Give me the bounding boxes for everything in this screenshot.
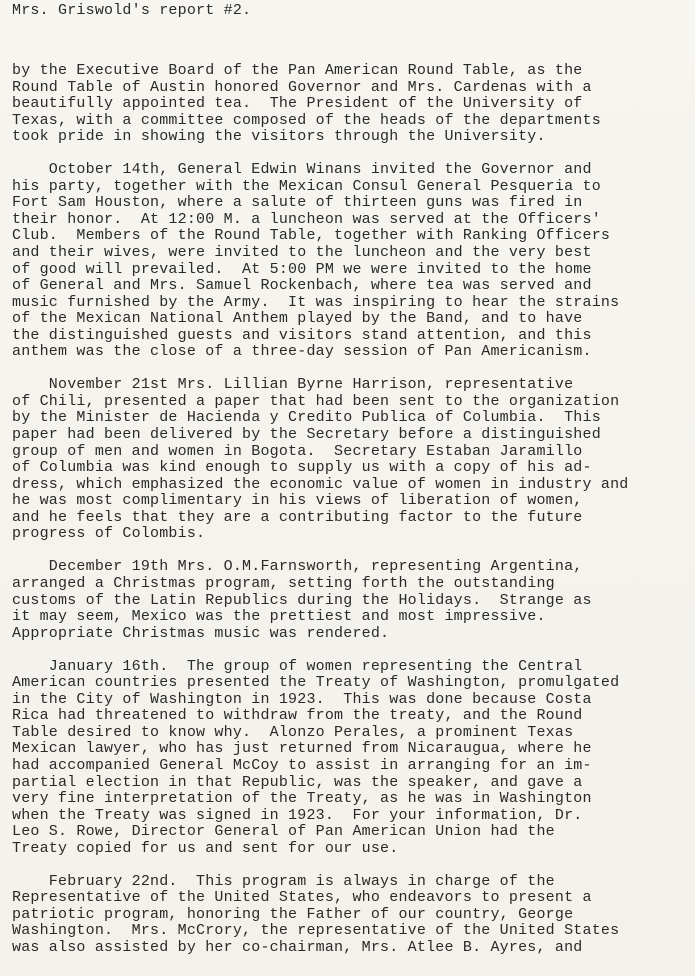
text-line: arranged a Christmas program, setting forth the outstanding: [12, 574, 555, 592]
text-line: when the Treaty was signed in 1923. For your information, Dr.: [12, 806, 583, 824]
text-line: February 22nd. This program is always in charge of the: [12, 872, 555, 890]
text-line: had accompanied General McCoy to assist in arranging for an im-: [12, 756, 592, 774]
text-line: and their wives, were invited to the luncheon and the very best: [12, 244, 592, 262]
text-line: anthem was the close of a three-day session of Pan Americanism.: [12, 343, 592, 361]
text-line: January 16th. The group of women representing the Central: [12, 657, 583, 675]
text-line: Club. Members of the Round Table, together with Ranking Officers: [12, 227, 611, 245]
text-line: his party, together with the Mexican Consul General Pesqueria to: [12, 177, 601, 195]
text-line: Leo S. Rowe, Director General of Pan American Union had the: [12, 823, 555, 841]
text-line: Fort Sam Houston, where a salute of thirteen guns was fired in: [12, 194, 583, 212]
text-line: beautifully appointed tea. The President of the University of: [12, 95, 583, 113]
text-line: December 19th Mrs. O.M.Farnsworth, representing Argentina,: [12, 558, 583, 576]
text-line: the distinguished guests and visitors stand attention, and this: [12, 326, 592, 344]
text-line: November 21st Mrs. Lillian Byrne Harrison, representative: [12, 376, 574, 394]
text-line: of the Mexican National Anthem played by the Band, and to have: [12, 310, 583, 328]
text-line: customs of the Latin Republics during the Holidays. Strange as: [12, 591, 592, 609]
text-line: by the Executive Board of the Pan American Round Table, as the: [12, 62, 583, 79]
text-line: he was most complimentary in his views of liberation of women,: [12, 492, 583, 510]
text-line: by the Minister de Hacienda y Credito Publica of Columbia. This: [12, 409, 601, 427]
paragraph-december: [12, 559, 692, 642]
paragraph-gap: [12, 146, 692, 163]
paragraph-gap: [12, 543, 692, 560]
text-line: Treaty copied for us and sent for our use.: [12, 839, 399, 857]
paragraph-january: [12, 659, 692, 858]
text-line: group of men and women in Bogota. Secretary Estaban Jaramillo: [12, 442, 583, 460]
text-line: very fine interpretation of the Treaty, as he was in Washington: [12, 790, 592, 808]
paragraph-gap: [12, 642, 692, 659]
text-line: partial election in that Republic, was the speaker, and gave a: [12, 773, 583, 791]
text-line: and he feels that they are a contributing factor to the future: [12, 508, 583, 526]
text-line: of Chili, presented a paper that had been sent to the organization: [12, 392, 620, 410]
paragraph-november: [12, 377, 692, 542]
text-line: Representative of the United States, who endeavors to present a: [12, 889, 592, 907]
text-line: patriotic program, honoring the Father of our country, George: [12, 905, 574, 923]
paragraph-gap: [12, 857, 692, 874]
text-line: Washington. Mrs. McCrory, the representative of the United States: [12, 922, 620, 940]
text-line: progress of Colombis.: [12, 525, 206, 543]
paragraph-february: [12, 874, 692, 957]
text-line: Round Table of Austin honored Governor and Mrs. Cardenas with a: [12, 78, 592, 96]
paragraph-october: [12, 162, 692, 361]
text-line: of General and Mrs. Samuel Rockenbach, where tea was served and: [12, 277, 592, 295]
text-line: their honor. At 12:00 M. a luncheon was served at the Officers': [12, 210, 601, 228]
text-line: took pride in showing the visitors through the University.: [12, 128, 546, 146]
text-line: Mexican lawyer, who has just returned from Nicaraugua, where he: [12, 740, 592, 758]
text-line: it may seem, Mexico was the prettiest and most impressive.: [12, 608, 546, 626]
text-line: music furnished by the Army. It was inspiring to hear the strains: [12, 293, 620, 311]
text-line: Table desired to know why. Alonzo Perales, a prominent Texas: [12, 723, 574, 741]
text-line: Appropriate Christmas music was rendered.: [12, 624, 390, 642]
text-line: American countries presented the Treaty of Washington, promulgated: [12, 674, 620, 692]
text-line: was also assisted by her co-chairman, Mrs. Atlee B. Ayres, and: [12, 938, 583, 956]
report-header: Mrs. Griswold's report #2.: [12, 2, 252, 19]
paragraph-tea: [12, 63, 692, 146]
text-line: October 14th, General Edwin Winans invited the Governor and: [12, 161, 592, 179]
report-body: [12, 63, 692, 957]
text-line: in the City of Washington in 1923. This was done because Costa: [12, 690, 592, 708]
text-line: dress, which emphasized the economic value of women in industry and: [12, 475, 629, 493]
text-line: of Columbia was kind enough to supply us with a copy of his ad-: [12, 459, 592, 477]
text-line: paper had been delivered by the Secretary before a distinguished: [12, 426, 601, 444]
text-line: Rica had threatened to withdraw from the treaty, and the Round: [12, 707, 583, 725]
paragraph-gap: [12, 361, 692, 378]
text-line: Texas, with a committee composed of the heads of the departments: [12, 111, 601, 129]
text-line: of good will prevailed. At 5:00 PM we were invited to the home: [12, 260, 592, 278]
